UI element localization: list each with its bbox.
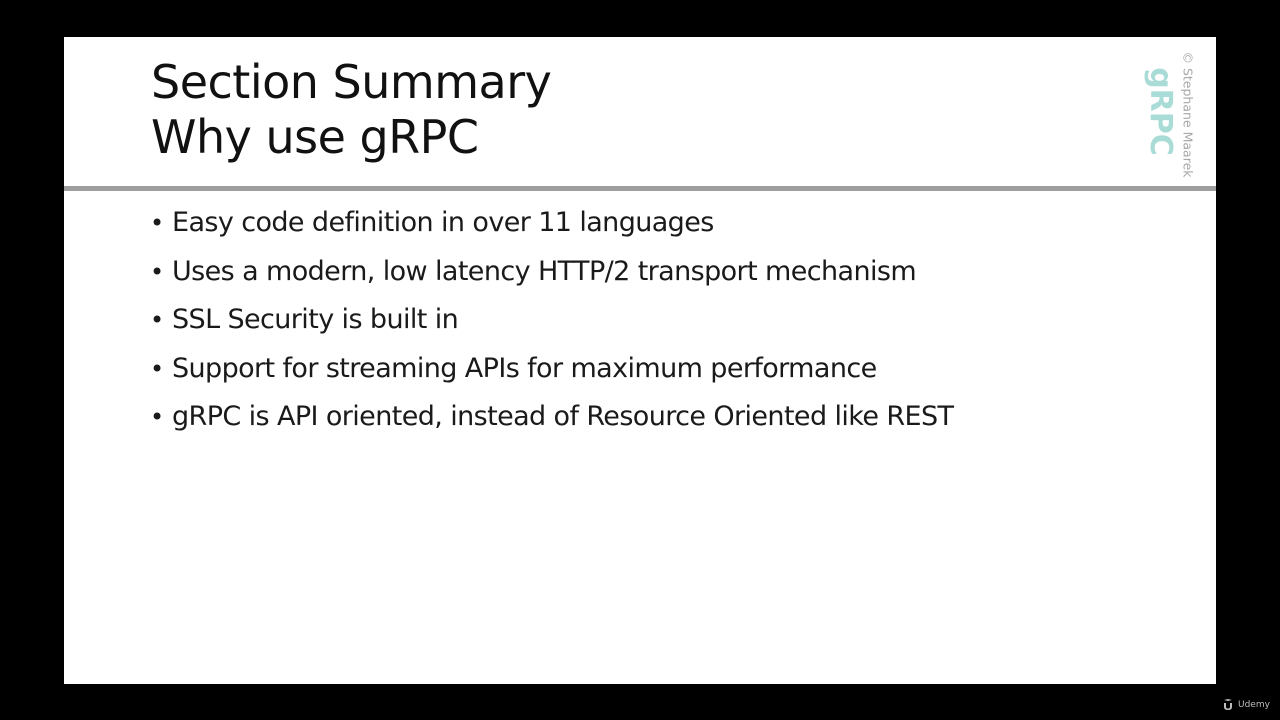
bullet-list: [150, 207, 953, 450]
bullet-item: [150, 304, 953, 353]
udemy-brand-text: Udemy: [1238, 700, 1270, 710]
bullet-point-icon: •: [150, 209, 164, 237]
grpc-logo-text: gRPC: [1142, 66, 1178, 156]
bullet-text: gRPC is API oriented, instead of Resource Oriented like REST: [172, 401, 954, 432]
slide-title-line-2: Why use gRPC: [151, 110, 479, 164]
udemy-logo-icon: [1222, 699, 1234, 711]
bullet-point-icon: •: [150, 306, 164, 334]
bullet-text: Support for streaming APIs for maximum performance: [172, 352, 877, 384]
bullet-item: [150, 256, 953, 305]
bullet-text: Easy code definition in over 11 languages: [172, 207, 714, 238]
copyright-text: © Stephane Maarek: [1180, 50, 1196, 178]
bullet-item: [150, 401, 953, 450]
udemy-watermark: [1222, 697, 1270, 713]
bullet-text: SSL Security is built in: [172, 304, 459, 335]
bullet-item: [150, 353, 953, 402]
presentation-slide: [64, 37, 1216, 684]
grpc-logo: [1140, 65, 1180, 157]
slide-title-line-1: Section Summary: [151, 55, 552, 109]
bullet-text: Uses a modern, low latency HTTP/2 transport mechanism: [172, 255, 917, 287]
bullet-item: [150, 207, 953, 256]
bullet-point-icon: •: [150, 257, 164, 286]
bullet-point-icon: •: [150, 354, 164, 383]
copyright-notice: [1175, 43, 1201, 185]
slide-header: [64, 37, 1216, 187]
bullet-point-icon: •: [150, 403, 164, 431]
header-divider: [64, 186, 1216, 191]
